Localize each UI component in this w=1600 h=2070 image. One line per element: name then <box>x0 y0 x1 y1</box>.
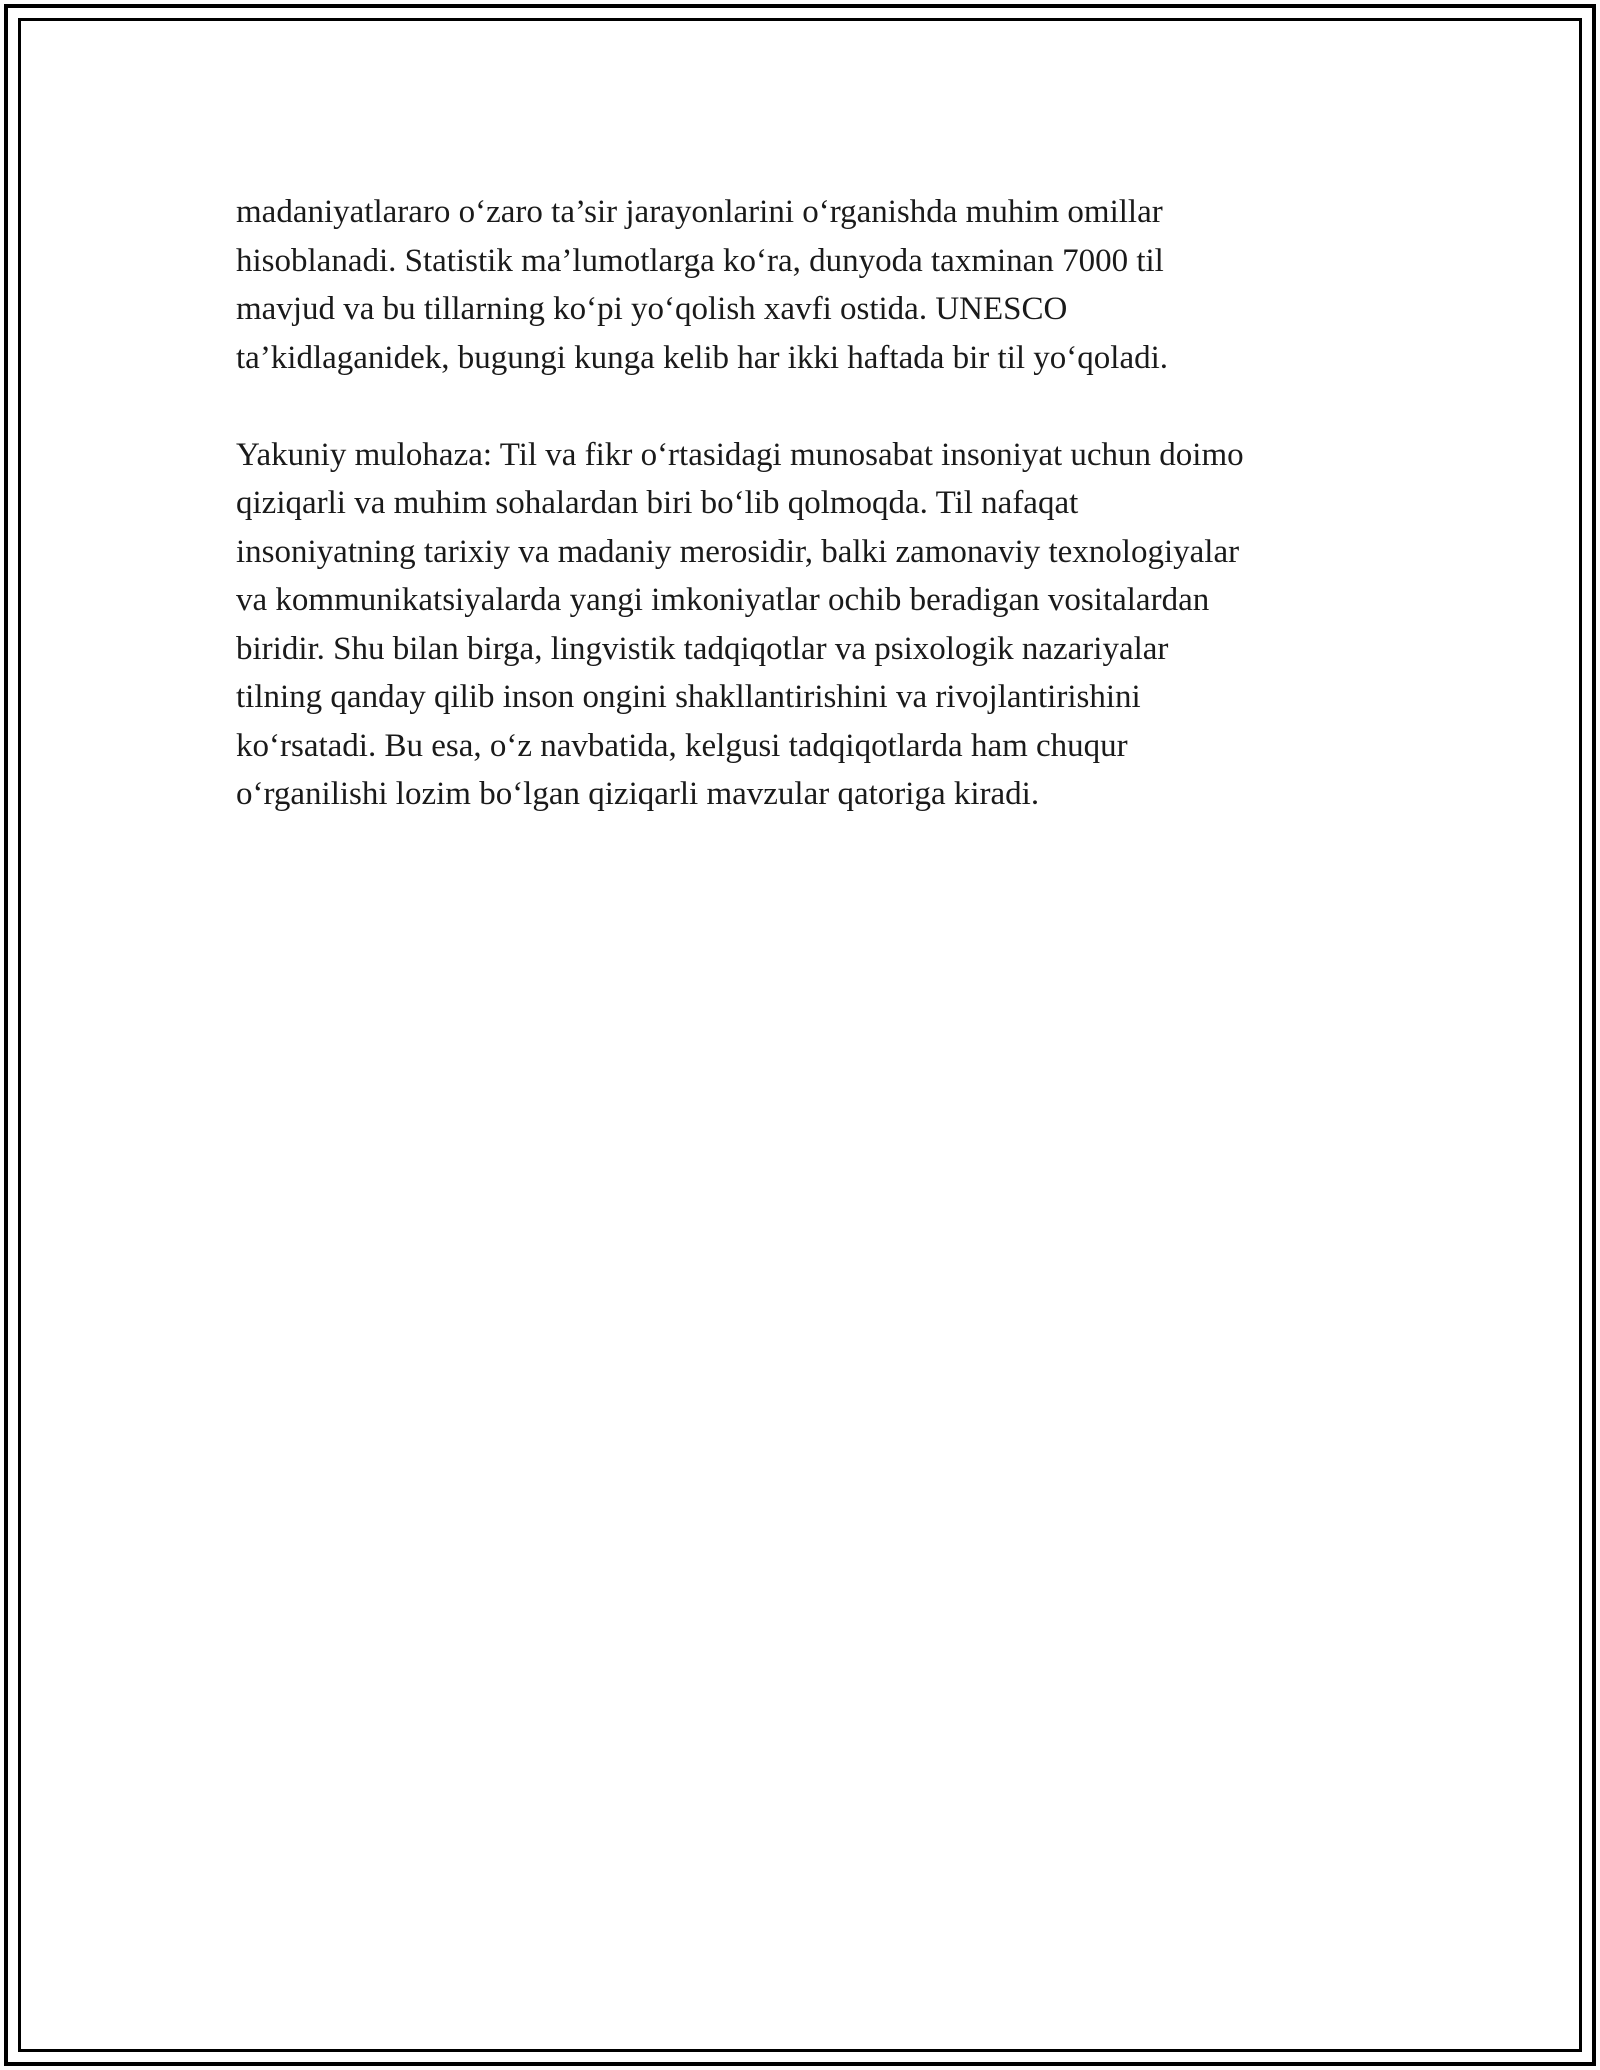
paragraph-conclusion <box>236 431 1376 819</box>
page-body <box>236 188 1376 819</box>
text-line: tilning qanday qilib inson ongini shakllantirishini va rivojlantirishini <box>236 679 1141 715</box>
text-line: mavjud va bu tillarning ko‘pi yo‘qolish xavfi ostida. UNESCO <box>236 291 1068 327</box>
text-line: madaniyatlararo o‘zaro ta’sir jarayonlarini o‘rganishda muhim omillar <box>236 194 1163 230</box>
text-line: Yakuniy mulohaza: Til va fikr o‘rtasidagi munosabat insoniyat uchun doimo <box>236 436 1244 473</box>
paragraph-statistics <box>236 188 1376 382</box>
text-line: qiziqarli va muhim sohalardan biri bo‘lib qolmoqda. Til nafaqat <box>236 485 1079 521</box>
text-line: o‘rganilishi lozim bo‘lgan qiziqarli mavzular qatoriga kiradi. <box>236 776 1040 812</box>
text-line: biridir. Shu bilan birga, lingvistik tadqiqotlar va psixologik nazariyalar <box>236 630 1169 667</box>
text-line: hisoblanadi. Statistik ma’lumotlarga ko‘ra, dunyoda taxminan 7000 til <box>236 242 1164 279</box>
text-line: va kommunikatsiyalarda yangi imkoniyatlar ochib beradigan vositalardan <box>236 582 1210 618</box>
text-line: ko‘rsatadi. Bu esa, o‘z navbatida, kelgusi tadqiqotlarda ham chuqur <box>236 727 1128 764</box>
text-line: insoniyatning tarixiy va madaniy merosidir, balki zamonaviy texnologiyalar <box>236 533 1240 570</box>
text-line: ta’kidlaganidek, bugungi kunga kelib har ikki haftada bir til yo‘qoladi. <box>236 339 1169 376</box>
